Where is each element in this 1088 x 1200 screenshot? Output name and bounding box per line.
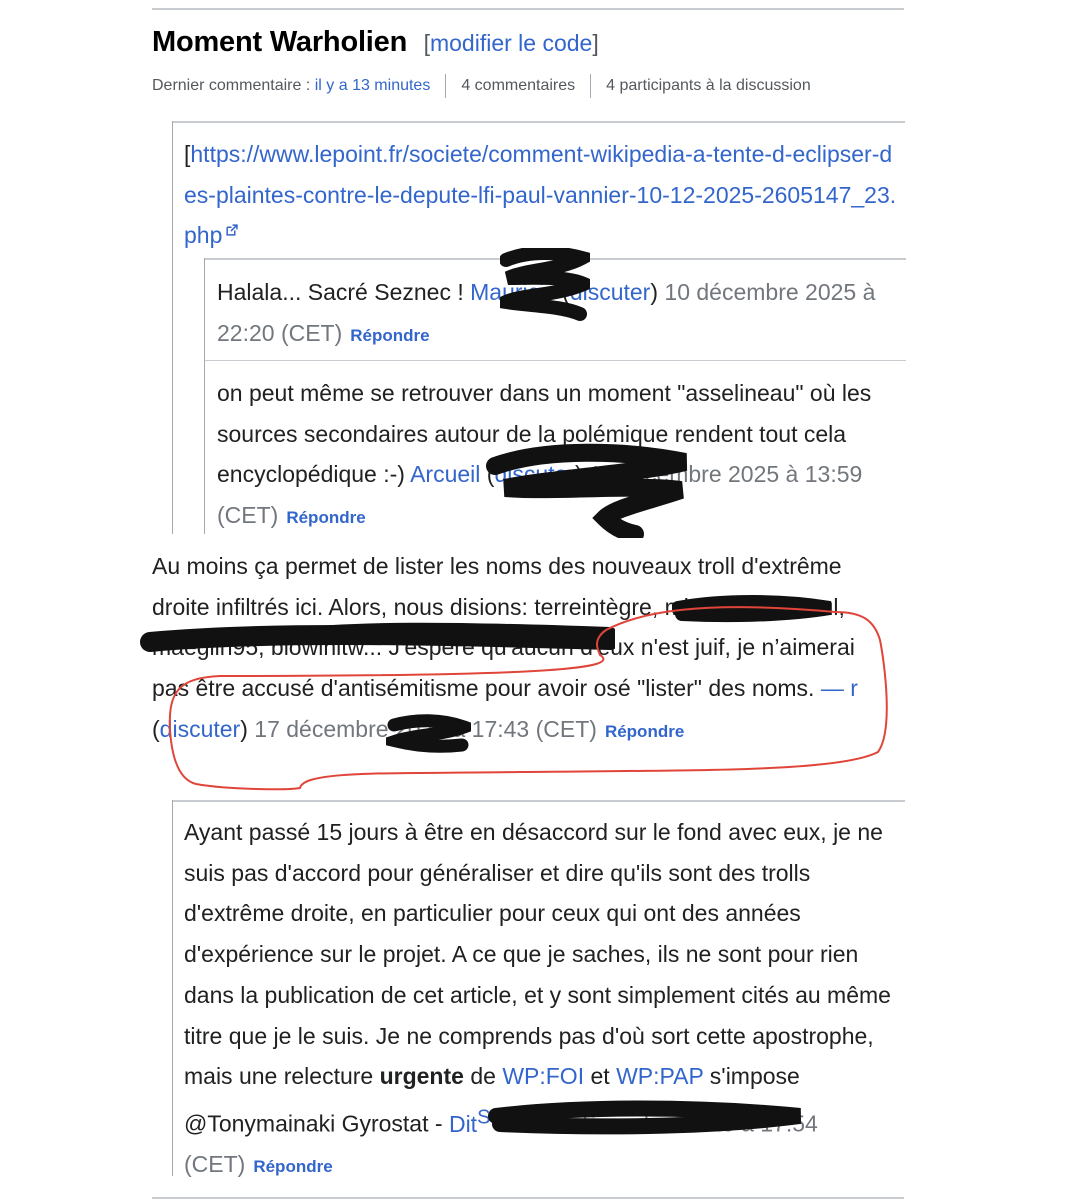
last-comment: Dernier commentaire : il y a 13 minutes xyxy=(152,77,431,94)
reply-button[interactable]: Répondre xyxy=(253,1157,333,1177)
comment-3: Au moins ça permet de lister les noms des nouveaux troll d'extrême droite infiltrés ici. Alors, nous disions: terreintègre, michael boutboul, maeglin95, blowinitw... J'espère qu'aucun d'eux n'est juif, je n’aimerai pas être accusé d'antisémitisme pour avoir osé "lister" des noms. — r (discuter) 17 décembre 2025 à 17:43 (CET) Répondre xyxy=(152,553,858,742)
thread-top-border xyxy=(173,800,905,802)
wp-foi-link[interactable]: WP:FOI xyxy=(502,1063,585,1090)
edit-section: [modifier le code] xyxy=(423,30,599,56)
user-link[interactable]: Mauricis xyxy=(470,279,556,305)
discussion-meta xyxy=(152,74,811,98)
comment-1: Halala... Sacré Seznec ! Mauricis (discuter) 10 décembre 2025 à 22:20 (CET) Répondre xyxy=(217,279,876,346)
talk-link[interactable]: discuter xyxy=(569,279,651,305)
reply-thread-level-1 xyxy=(172,121,905,534)
section-heading xyxy=(152,26,599,59)
timestamp: 17 décembre 2025 à 17:43 (CET) xyxy=(247,715,597,742)
bottom-divider xyxy=(152,1197,904,1199)
reply-button[interactable]: Répondre xyxy=(286,508,366,528)
external-article-link[interactable]: https://www.lepoint.fr/societe/comment-wikipedia-a-tente-d-eclipser-des-plaintes-contre-le-depute-lfi-paul-vannier-10-12-2025-2605147_23.php xyxy=(184,141,897,249)
comment-count: 4 commentaires xyxy=(461,77,576,94)
thread-top-border xyxy=(205,258,906,260)
named-users: terreintègre, michael boutboul, maeglin95, blowinitw xyxy=(152,593,845,661)
last-comment-link[interactable]: il y a 13 minutes xyxy=(314,77,431,94)
user-link[interactable]: — r xyxy=(820,675,858,702)
meta-separator xyxy=(445,74,446,98)
reply-thread-level-2 xyxy=(204,258,906,534)
thread-top-border xyxy=(173,121,905,123)
mention: @Tonymainaki Gyrostat xyxy=(184,1110,429,1137)
talk-link[interactable]: discuter xyxy=(494,461,575,488)
reply-button[interactable]: Répondre xyxy=(350,325,430,345)
reply-thread-level-1 xyxy=(172,800,905,1176)
section-title: Moment Warholien xyxy=(152,26,408,58)
comment-2: on peut même se retrouver dans un moment "asselineau" où les sources secondaires autour de la polémique rendent tout cela encyclopédique :-) Arcueil (discuter) 11 décembre 2025 à 13:59 (CET) Répondre xyxy=(217,380,872,529)
participant-count: 4 participants à la discussion xyxy=(606,77,811,94)
reply-button[interactable]: Répondre xyxy=(604,721,685,741)
wp-pap-link[interactable]: WP:PAP xyxy=(616,1063,704,1090)
talk-link[interactable]: discuter xyxy=(159,715,241,742)
signature-user-link[interactable]: Dit$^{S'Cuté}$ xyxy=(448,1105,537,1137)
comment-4: Ayant passé 15 jours à être en désaccord sur le fond avec eux, je ne suis pas d'accord pour généraliser et dire qu'ils sont des trolls d'extrême droite, en particulier pour ceux qui ont des années d'expérience sur le projet. A ce que je saches, ils ne sont pour rien dans la publication de cet article, et y sont simplement cités au même titre que je le suis. Je ne comprends pas d'où sort cette apostrophe, mais une relecture urgente de WP:FOI et WP:PAP s'impose @Tonymainaki Gyrostat - Dit$^{S'Cuté}$ 17 décembre 2025 à 17:54 (CET) Répondre xyxy=(184,819,891,1178)
timestamp: 10 décembre 2025 à 22:20 (CET) xyxy=(217,279,876,346)
timestamp: 17 décembre 2025 à 17:54 (CET) xyxy=(184,1110,818,1178)
meta-separator xyxy=(590,74,591,98)
timestamp: 11 décembre 2025 à 13:59 (CET) xyxy=(217,461,863,529)
edit-source-link[interactable]: modifier le code xyxy=(429,30,593,56)
comment-divider xyxy=(205,360,906,361)
url-comment: [https://www.lepoint.fr/societe/comment-wikipedia-a-tente-d-eclipser-des-plaintes-contre-le-depute-lfi-paul-vannier-10-12-2025-2605147_23.php xyxy=(184,141,897,249)
user-link[interactable]: Arcueil xyxy=(410,461,481,488)
top-divider xyxy=(152,8,904,10)
external-link-icon xyxy=(225,224,238,237)
